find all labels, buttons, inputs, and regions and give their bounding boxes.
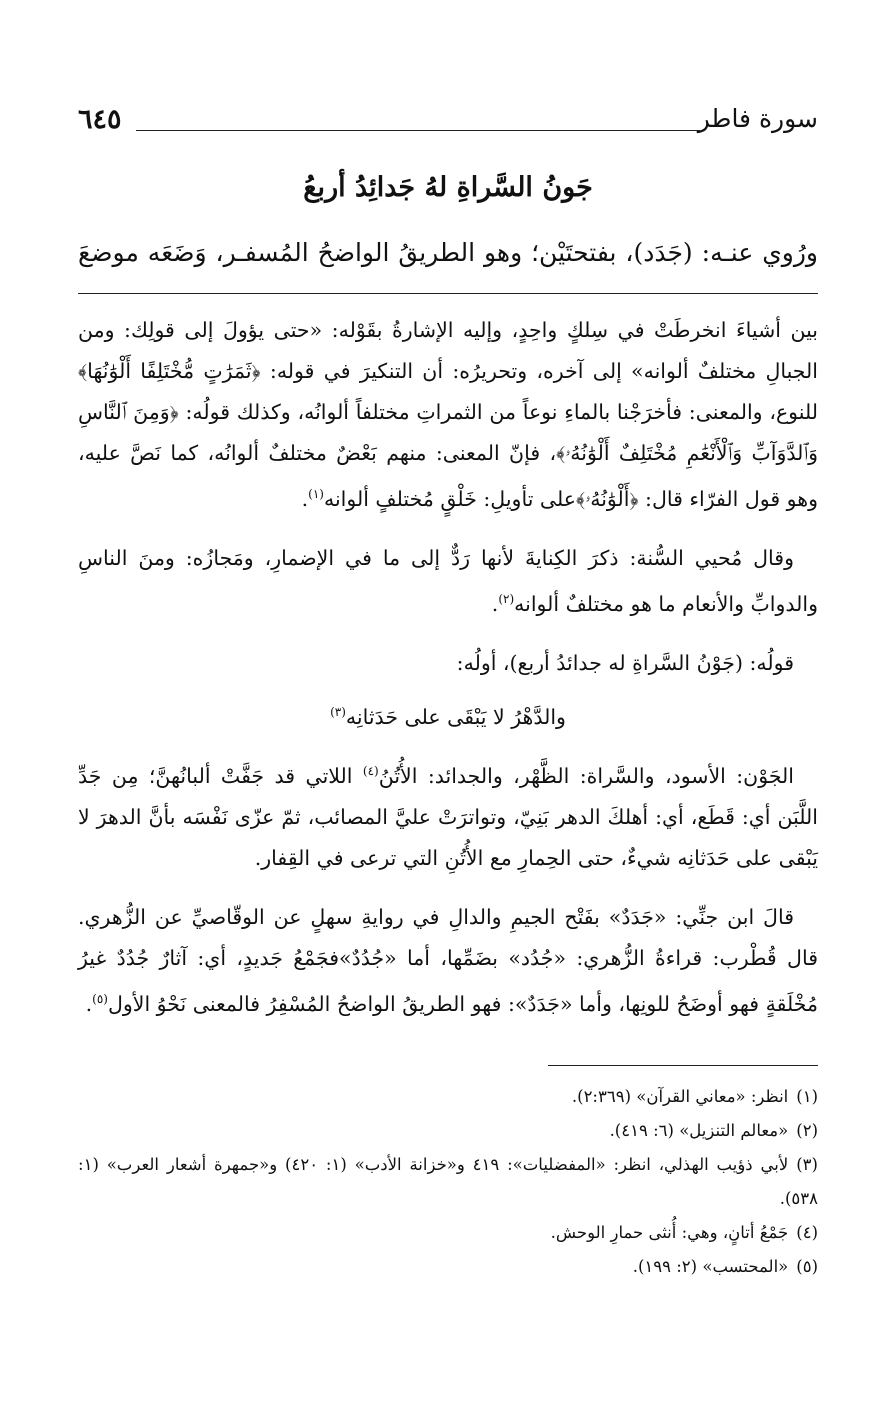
section-divider: [78, 293, 818, 294]
footnote-divider: [548, 1065, 818, 1066]
footnote-item: (٥)«المحتسب» (٢: ١٩٩).: [632, 1257, 818, 1276]
page-header: [78, 104, 818, 144]
footnote-ref[interactable]: (١): [308, 487, 324, 501]
footnote-ref[interactable]: (٢): [498, 591, 515, 606]
paragraph: قالَ ابن جنِّي: «جَدَدٌ» بفَتْح الجيمِ والدالِ في روايةِ سهلٍ عن الوقّاصيِّ عن الزُّهري. قال قُطْرب: قراءةُ الزُّهري: «جُدُد» بضَمِّها، أما «جُدُدٌ»فجَمْعُ جَديدٍ، أي: آثارٌ جُدُدٌ غيرُ مُخْلَقةٍ فهو أوضَحُ للونِها، وأما «جَدَدٌ»: فهو الطريقُ الواضحُ المُسْفِرُ فالمعنى نَحْوُ الأول$^{(٥)}$.: [78, 905, 818, 1017]
verse-title: جَونُ السَّراةِ لهُ جَدائِدُ أربعُ: [303, 172, 593, 203]
footnotes: [78, 1080, 818, 1284]
paragraph: قولُه: (جَوْنُ السَّراةِ له جدائدُ أربع)، أولُه:: [456, 650, 794, 675]
footnote-ref[interactable]: (٥): [92, 992, 108, 1007]
footnote-item: (٤)جَمْعُ أتانٍ، وهي: أُنثى حمارِ الوحش.: [550, 1223, 818, 1242]
paragraph: بين أشياءَ انخرطَتْ في سِلكٍ واحِدٍ، وإليه الإشارةُ بقَوْله: «حتى يؤولَ إلى قولِك: ومن الجبالِ مختلفٌ ألوانه» إلى آخره، وتحريرُه: أن التنكيرَ في قوله: ﴿ثَمَرَٰتٍ مُّخْتَلِفًا أَلْوَٰنُهَا﴾ للنوع، والمعنى: فأخرَجْنا بالماءِ نوعاً من الثمراتِ مختلفاً ألوانُه، وكذلك قولُه: ﴿وَمِنَ ٱلنَّاسِ وَٱلدَّوَآبِّ وَٱلْأَنْعَٰمِ مُخْتَلِفٌ أَلْوَٰنُهُۥ﴾، فإنّ المعنى: منهم بَعْضٌ مختلفٌ ألوانُه، كما نَصَّ عليه، وهو قول الفرّاء قال: ﴿أَلْوَٰنُهُۥ﴾على تأويلِ: خَلْقٍ مُختلفٍ ألوانه$^{(١)}$.: [78, 318, 818, 511]
footnote-item: (١)انظر: «معاني القرآن» (٢:٣٦٩).: [571, 1087, 818, 1106]
gloss-text: [78, 310, 818, 1043]
footnote-ref[interactable]: (٣): [330, 704, 346, 719]
page-number: ٦٤٥: [78, 104, 122, 135]
footnote-item: (٢)«معالم التنزيل» (٦: ٤١٩).: [609, 1121, 818, 1140]
commentary-text: ورُوي عنـه: (جَدَد)، بفتحتَيْن؛ وهو الطريقُ الواضحُ المُسفـر، وَضَعَه موضعَ: [78, 238, 818, 267]
footnote-item: (٣)لأبي ذؤيب الهذلي، انظر: «المفضليات»: ٤١٩ و«خزانة الأدب» (١: ٤٢٠) و«جمهرة أشعار العرب» (١: ٥٣٨).: [78, 1155, 818, 1208]
header-rule: [136, 130, 700, 131]
poetry-verse: والدَّهْرُ لا يَبْقَى على حَدَثانِه$^{(٣)}$: [330, 704, 566, 729]
footnote-ref[interactable]: (٤): [362, 764, 379, 779]
surah-name: سورة فاطر: [697, 104, 818, 133]
paragraph: الجَوْن: الأسود، والسَّراة: الظَّهْر، والجدائد: الأُتُنُ$^{(٤)}$ اللاتي قد جَفَّتْ ألبانُهنَّ؛ مِن جَدِّ اللَّبَن أي: قَطَع، أي: أهلكَ الدهر بَنِيّ، وتواترَتْ عليَّ المصائب، ثمّ عزّى نَفْسَه بأنَّ الدهرَ لا يَبْقى على حَدَثانِه شيءٌ، حتى الحِمارِ مع الأُتُنِ التي ترعى في القِفار.: [78, 764, 818, 871]
paragraph: وقال مُحيي السُّنة: ذكرَ الكِنايةَ لأنها رَدٌّ إلى ما في الإضمارِ، ومَجازُه: ومنَ الناسِ والدوابِّ والأنعام ما هو مختلفٌ ألوانه$^{(٢)}$.: [78, 545, 818, 616]
